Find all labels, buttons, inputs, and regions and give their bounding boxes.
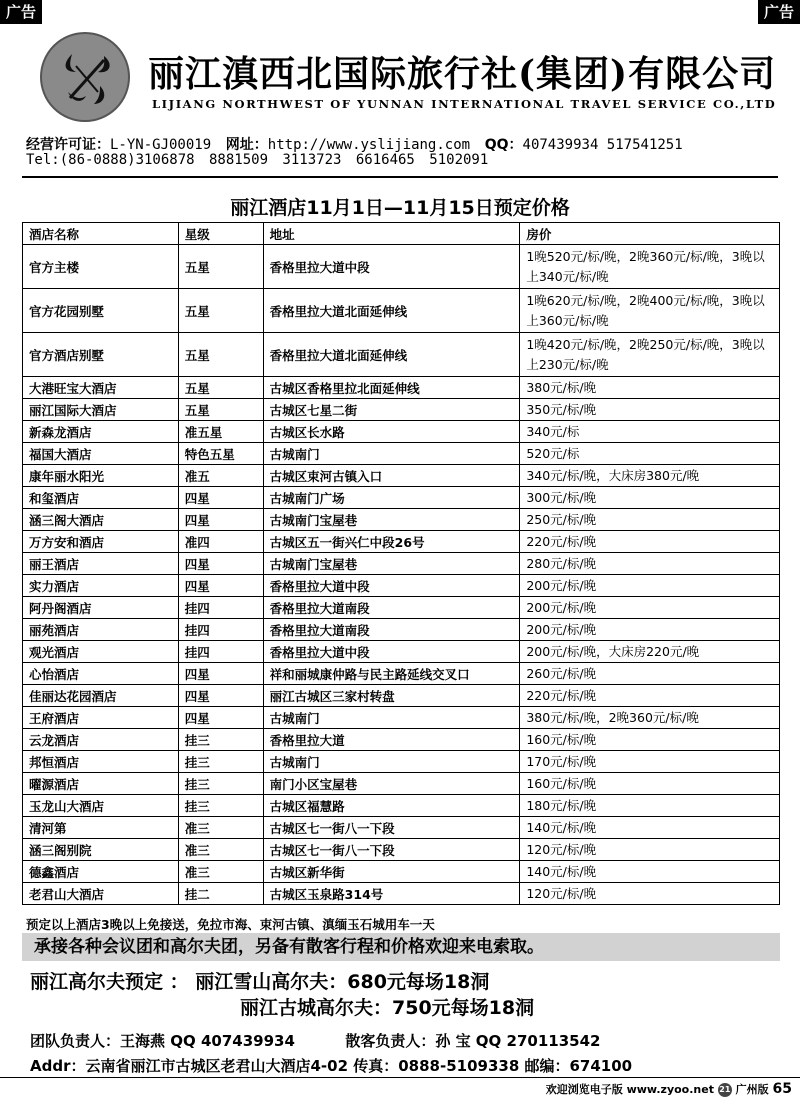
cell-star-rating: 四星 bbox=[178, 553, 263, 575]
table-title: 丽江酒店11月1日—11月15日预定价格 bbox=[230, 197, 570, 219]
cell-room-price: 260元/标/晚 bbox=[520, 663, 780, 685]
cell-room-price: 380元/标/晚，2晚360元/标/晚 bbox=[520, 707, 780, 729]
page-number: 65 bbox=[772, 1081, 792, 1097]
cell-star-rating: 挂四 bbox=[178, 641, 263, 663]
cell-hotel-name: 观光酒店 bbox=[23, 641, 179, 663]
cell-hotel-name: 丽王酒店 bbox=[23, 553, 179, 575]
table-row bbox=[23, 663, 780, 685]
cell-address: 古城区七一街八一下段 bbox=[263, 817, 520, 839]
cell-room-price: 120元/标/晚 bbox=[520, 883, 780, 905]
table-row bbox=[23, 487, 780, 509]
cell-address: 古城南门 bbox=[263, 443, 520, 465]
cell-room-price: 380元/标/晚 bbox=[520, 377, 780, 399]
cell-room-price: 340元/标 bbox=[520, 421, 780, 443]
cell-star-rating: 四星 bbox=[178, 707, 263, 729]
cell-star-rating: 挂二 bbox=[178, 883, 263, 905]
cell-address: 古城区七星二街 bbox=[263, 399, 520, 421]
table-row bbox=[23, 399, 780, 421]
cell-star-rating: 挂四 bbox=[178, 619, 263, 641]
table-row bbox=[23, 553, 780, 575]
cell-room-price: 300元/标/晚 bbox=[520, 487, 780, 509]
cell-hotel-name: 丽苑酒店 bbox=[23, 619, 179, 641]
cell-hotel-name: 邦恒酒店 bbox=[23, 751, 179, 773]
cell-room-price: 200元/标/晚 bbox=[520, 597, 780, 619]
cell-hotel-name: 心怡酒店 bbox=[23, 663, 179, 685]
cell-address: 古城南门宝屋巷 bbox=[263, 509, 520, 531]
table-row bbox=[23, 597, 780, 619]
company-logo bbox=[40, 32, 130, 122]
cell-hotel-name: 实力酒店 bbox=[23, 575, 179, 597]
cell-hotel-name: 丽江国际大酒店 bbox=[23, 399, 179, 421]
cell-hotel-name: 和玺酒店 bbox=[23, 487, 179, 509]
cell-address: 古城区香格里拉北面延伸线 bbox=[263, 377, 520, 399]
cell-star-rating: 挂三 bbox=[178, 773, 263, 795]
cell-hotel-name: 万方安和酒店 bbox=[23, 531, 179, 553]
golf-item-ancient-town: 丽江古城高尔夫：750元每场18洞 bbox=[240, 997, 535, 1019]
responsible-persons bbox=[30, 1030, 780, 1051]
cell-hotel-name: 福国大酒店 bbox=[23, 443, 179, 465]
cell-star-rating: 五星 bbox=[178, 245, 263, 289]
cell-hotel-name: 阿丹阁酒店 bbox=[23, 597, 179, 619]
cell-room-price: 340元/标/晚，大床房380元/晚 bbox=[520, 465, 780, 487]
individual-contact: 散客负责人：孙 宝 QQ 270113542 bbox=[345, 1032, 601, 1050]
cell-address: 古城南门宝屋巷 bbox=[263, 553, 520, 575]
cell-hotel-name: 玉龙山大酒店 bbox=[23, 795, 179, 817]
cell-room-price: 220元/标/晚 bbox=[520, 531, 780, 553]
golf-line-1 bbox=[30, 967, 489, 994]
table-row bbox=[23, 729, 780, 751]
table-row bbox=[23, 707, 780, 729]
header-divider bbox=[22, 176, 778, 178]
cell-room-price: 160元/标/晚 bbox=[520, 729, 780, 751]
table-row bbox=[23, 817, 780, 839]
cell-room-price: 520元/标 bbox=[520, 443, 780, 465]
cell-star-rating: 准五星 bbox=[178, 421, 263, 443]
cell-hotel-name: 清河第 bbox=[23, 817, 179, 839]
cell-address: 香格里拉大道 bbox=[263, 729, 520, 751]
cell-star-rating: 五星 bbox=[178, 289, 263, 333]
cell-hotel-name: 官方花园别墅 bbox=[23, 289, 179, 333]
table-row bbox=[23, 531, 780, 553]
cell-hotel-name: 涵三阁别院 bbox=[23, 839, 179, 861]
cell-star-rating: 四星 bbox=[178, 685, 263, 707]
cell-room-price: 120元/标/晚 bbox=[520, 839, 780, 861]
footer-divider bbox=[0, 1077, 800, 1078]
cell-address: 香格里拉大道中段 bbox=[263, 641, 520, 663]
qq-label: QQ： bbox=[484, 137, 523, 153]
cell-star-rating: 挂三 bbox=[178, 729, 263, 751]
cell-hotel-name: 康年丽水阳光 bbox=[23, 465, 179, 487]
table-row bbox=[23, 377, 780, 399]
table-row bbox=[23, 465, 780, 487]
cell-address: 古城南门广场 bbox=[263, 487, 520, 509]
cell-address: 香格里拉大道北面延伸线 bbox=[263, 289, 520, 333]
header-star-rating: 星级 bbox=[178, 223, 263, 245]
cell-star-rating: 准四 bbox=[178, 531, 263, 553]
company-name-cn: 丽江滇西北国际旅行社(集团)有限公司 bbox=[148, 53, 777, 95]
cell-address: 古城区玉泉路314号 bbox=[263, 883, 520, 905]
cell-hotel-name: 新森龙酒店 bbox=[23, 421, 179, 443]
address-line: Addr：云南省丽江市古城区老君山大酒店4-02 传真：0888-5109338 邮编：674100 bbox=[30, 1057, 633, 1075]
table-row bbox=[23, 245, 780, 289]
cell-room-price: 140元/标/晚 bbox=[520, 861, 780, 883]
table-row bbox=[23, 883, 780, 905]
cell-star-rating: 挂三 bbox=[178, 795, 263, 817]
cell-room-price: 200元/标/晚 bbox=[520, 619, 780, 641]
table-row bbox=[23, 443, 780, 465]
website-label: 网址： bbox=[225, 137, 268, 153]
cell-hotel-name: 涵三阁大酒店 bbox=[23, 509, 179, 531]
cell-star-rating: 四星 bbox=[178, 575, 263, 597]
cell-star-rating: 五星 bbox=[178, 333, 263, 377]
cell-star-rating: 准三 bbox=[178, 839, 263, 861]
cell-hotel-name: 佳丽达花园酒店 bbox=[23, 685, 179, 707]
cell-address: 古城区福慧路 bbox=[263, 795, 520, 817]
cell-address: 古城南门 bbox=[263, 751, 520, 773]
contact-line-1 bbox=[26, 134, 683, 154]
cell-room-price: 250元/标/晚 bbox=[520, 509, 780, 531]
cell-star-rating: 四星 bbox=[178, 487, 263, 509]
cell-room-price: 160元/标/晚 bbox=[520, 773, 780, 795]
edition-badge-icon: 21 bbox=[718, 1083, 732, 1097]
table-row bbox=[23, 421, 780, 443]
cell-address: 古城区束河古镇入口 bbox=[263, 465, 520, 487]
cell-room-price: 200元/标/晚 bbox=[520, 575, 780, 597]
cell-star-rating: 准三 bbox=[178, 817, 263, 839]
header-hotel-name: 酒店名称 bbox=[23, 223, 179, 245]
ad-label-right: 广告 bbox=[758, 0, 800, 24]
table-row bbox=[23, 575, 780, 597]
website-url[interactable]: http://www.yslijiang.com bbox=[267, 137, 471, 153]
cell-star-rating: 特色五星 bbox=[178, 443, 263, 465]
cell-room-price: 200元/标/晚，大床房220元/晚 bbox=[520, 641, 780, 663]
telephone-line: Tel:(86-0888)3106878 8881509 3113723 6616465 5102091 bbox=[26, 152, 489, 168]
license-label: 经营许可证： bbox=[26, 137, 110, 153]
cell-hotel-name: 云龙酒店 bbox=[23, 729, 179, 751]
cell-star-rating: 准三 bbox=[178, 861, 263, 883]
table-row bbox=[23, 685, 780, 707]
cell-address: 古城区长水路 bbox=[263, 421, 520, 443]
cell-hotel-name: 官方主楼 bbox=[23, 245, 179, 289]
hotel-price-table bbox=[22, 222, 780, 905]
ad-label-left: 广告 bbox=[0, 0, 42, 24]
cell-room-price: 220元/标/晚 bbox=[520, 685, 780, 707]
cell-address: 香格里拉大道南段 bbox=[263, 597, 520, 619]
cell-hotel-name: 老君山大酒店 bbox=[23, 883, 179, 905]
cell-address: 古城区五一街兴仁中段26号 bbox=[263, 531, 520, 553]
header-address: 地址 bbox=[263, 223, 520, 245]
table-row bbox=[23, 751, 780, 773]
cell-address: 祥和丽城康仲路与民主路延线交叉口 bbox=[263, 663, 520, 685]
cell-hotel-name: 曜源酒店 bbox=[23, 773, 179, 795]
promo-banner: 承接各种会议团和高尔夫团，另备有散客行程和价格欢迎来电索取。 bbox=[22, 933, 780, 961]
table-row bbox=[23, 509, 780, 531]
cell-address: 香格里拉大道中段 bbox=[263, 245, 520, 289]
table-row bbox=[23, 641, 780, 663]
footer-text: 欢迎浏览电子版 www.zyoo.net bbox=[545, 1083, 714, 1096]
cell-star-rating: 五星 bbox=[178, 399, 263, 421]
cell-star-rating: 挂三 bbox=[178, 751, 263, 773]
cell-address: 香格里拉大道中段 bbox=[263, 575, 520, 597]
golf-item-snow-mountain: 丽江雪山高尔夫：680元每场18洞 bbox=[195, 971, 490, 993]
cell-address: 古城南门 bbox=[263, 707, 520, 729]
table-row bbox=[23, 861, 780, 883]
cell-address: 古城区新华街 bbox=[263, 861, 520, 883]
team-contact: 团队负责人：王海燕 QQ 407439934 bbox=[30, 1032, 295, 1050]
cell-star-rating: 挂四 bbox=[178, 597, 263, 619]
cell-room-price: 1晚420元/标/晚，2晚250元/标/晚，3晚以上230元/标/晚 bbox=[520, 333, 780, 377]
table-row bbox=[23, 773, 780, 795]
cell-address: 南门小区宝屋巷 bbox=[263, 773, 520, 795]
cell-hotel-name: 大港旺宝大酒店 bbox=[23, 377, 179, 399]
cell-hotel-name: 王府酒店 bbox=[23, 707, 179, 729]
cell-address: 香格里拉大道北面延伸线 bbox=[263, 333, 520, 377]
cell-room-price: 280元/标/晚 bbox=[520, 553, 780, 575]
cell-hotel-name: 德鑫酒店 bbox=[23, 861, 179, 883]
table-row bbox=[23, 795, 780, 817]
cell-star-rating: 四星 bbox=[178, 663, 263, 685]
cell-room-price: 180元/标/晚 bbox=[520, 795, 780, 817]
cell-hotel-name: 官方酒店别墅 bbox=[23, 333, 179, 377]
table-row bbox=[23, 333, 780, 377]
cell-star-rating: 四星 bbox=[178, 509, 263, 531]
cell-room-price: 1晚620元/标/晚，2晚400元/标/晚，3晚以上360元/标/晚 bbox=[520, 289, 780, 333]
footer-edition: 广州版 bbox=[735, 1083, 769, 1096]
cell-address: 香格里拉大道南段 bbox=[263, 619, 520, 641]
table-row bbox=[23, 289, 780, 333]
cell-star-rating: 准五 bbox=[178, 465, 263, 487]
table-row bbox=[23, 619, 780, 641]
cell-star-rating: 五星 bbox=[178, 377, 263, 399]
table-header-row bbox=[23, 223, 780, 245]
cell-room-price: 140元/标/晚 bbox=[520, 817, 780, 839]
qq-numbers: 407439934 517541251 bbox=[522, 137, 683, 153]
license-number: L-YN-GJ00019 bbox=[110, 137, 212, 153]
cell-address: 丽江古城区三家村转盘 bbox=[263, 685, 520, 707]
page-footer bbox=[546, 1081, 792, 1097]
company-name-en: LIJIANG NORTHWEST OF YUNNAN INTERNATIONAL TRAVEL SERVICE CO.,LTD bbox=[152, 97, 777, 111]
header-room-price: 房价 bbox=[520, 223, 780, 245]
table-row bbox=[23, 839, 780, 861]
cell-room-price: 170元/标/晚 bbox=[520, 751, 780, 773]
cell-address: 古城区七一街八一下段 bbox=[263, 839, 520, 861]
cell-room-price: 350元/标/晚 bbox=[520, 399, 780, 421]
golf-label: 丽江高尔夫预定 ： bbox=[30, 971, 189, 993]
cell-room-price: 1晚520元/标/晚，2晚360元/标/晚，3晚以上340元/标/晚 bbox=[520, 245, 780, 289]
booking-note: 预定以上酒店3晚以上免接送，免拉市海、束河古镇、滇缅玉石城用车一天 bbox=[26, 917, 435, 932]
